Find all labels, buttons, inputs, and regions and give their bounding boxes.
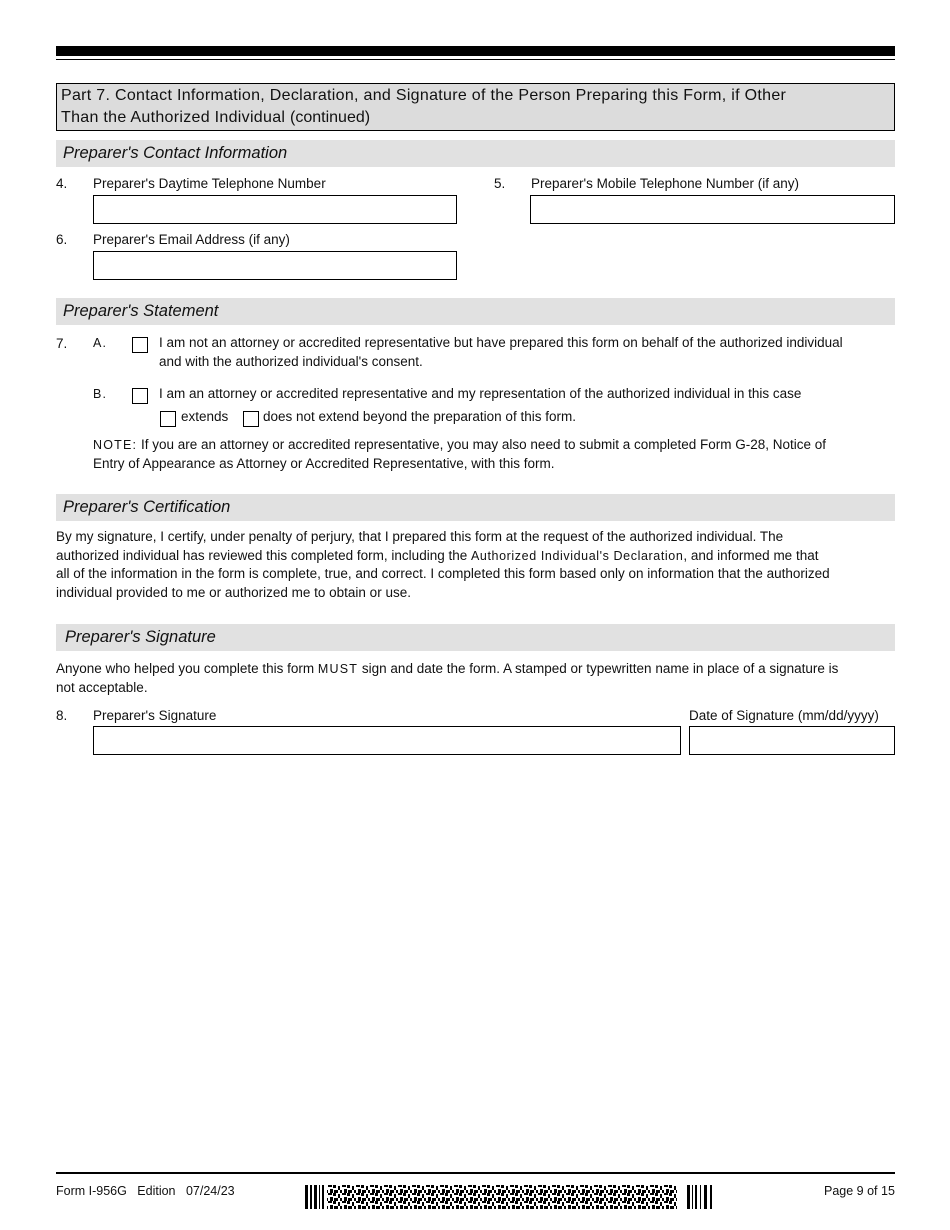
note-line1 [93,436,893,455]
footer-form-info [56,1184,235,1198]
part-title-line2 [61,107,890,129]
q5-number: 5. [494,176,506,191]
statement-heading: Preparer's Statement [56,298,895,325]
declaration-reference: Authorized Individual's Declaration [471,548,684,563]
top-rule-thin [56,59,895,60]
must-emphasis: MUST [317,662,359,676]
page-number: Page 9 of 15 [824,1184,895,1198]
certification-line2 [56,547,895,566]
option-a-line1: I am not an attorney or accredited representative but have prepared this form on behalf of the authorized individual [159,335,843,350]
option-a-letter: A. [93,336,108,350]
signature-intro-post: sign and date the form. A stamped or typewritten name in place of a signature is [361,661,839,676]
does-not-extend-checkbox[interactable] [243,411,259,427]
option-b-line1: I am an attorney or accredited representative and my representation of the authorized individual in this case [159,386,802,401]
signature-date-field[interactable] [689,726,895,755]
part-title-line2-text: Than the Authorized Individual [61,109,286,126]
preparer-signature-field[interactable] [93,726,681,755]
footer-edition-label: Edition [137,1184,176,1198]
note-line2: Entry of Appearance as Attorney or Accredited Representative, with this form. [93,455,555,471]
option-a-line2: and with the authorized individual's consent. [159,353,423,369]
part-7-header [56,83,895,131]
certification-heading: Preparer's Certification [56,494,895,521]
extends-label: extends [181,409,229,424]
signature-intro [56,660,895,697]
footer-rule [56,1172,895,1174]
does-not-extend-label: does not extend beyond the preparation of this form. [263,409,576,424]
barcode-image [305,1185,713,1209]
signature-intro-line2: not acceptable. [56,679,148,695]
certification-line3: all of the information in the form is complete, true, and correct. I completed this form based only on information that the authorized [56,566,830,581]
signature-intro-line1 [56,660,895,679]
mobile-phone-field[interactable] [530,195,895,224]
q8-number: 8. [56,708,68,723]
footer-edition-date: 07/24/23 [185,1184,235,1198]
signature-intro-pre: Anyone who helped you complete this form [56,661,315,676]
option-b-letter: B. [93,387,108,401]
q4-number: 4. [56,176,68,191]
certification-line1: By my signature, I certify, under penalty of perjury, that I prepared this form at the request of the authorized individual. The [56,529,784,544]
daytime-phone-field[interactable] [93,195,457,224]
signature-heading: Preparer's Signature [56,624,895,651]
top-rule-thick [56,46,895,56]
option-a-text [159,334,889,371]
extends-checkbox[interactable] [160,411,176,427]
q6-number: 6. [56,232,68,247]
note-line1-text: If you are an attorney or accredited representative, you may also need to submit a completed Form G-28, Notice of [140,437,827,452]
q7-number: 7. [56,336,68,351]
q4-label: Preparer's Daytime Telephone Number [93,176,326,191]
q5-label: Preparer's Mobile Telephone Number (if any) [531,176,799,191]
certification-line2-pre: authorized individual has reviewed this completed form, including the [56,547,468,563]
certification-text [56,528,895,602]
note-block [93,436,893,473]
part-title-line1: Part 7. Contact Information, Declaration, and Signature of the Person Preparing this Form, if Other [61,87,787,104]
certification-line4: individual provided to me or authorized me to obtain or use. [56,584,411,600]
email-field[interactable] [93,251,457,280]
date-of-signature-label: Date of Signature (mm/dd/yyyy) [689,708,879,723]
option-b-checkbox[interactable] [132,388,148,404]
certification-line2-post: , and informed me that [683,547,819,563]
footer-form-id: Form I-956G [56,1184,127,1198]
note-label: NOTE: [93,438,138,452]
q6-label: Preparer's Email Address (if any) [93,232,290,247]
contact-info-heading: Preparer's Contact Information [56,140,895,167]
part-continued: (continued) [290,109,371,126]
option-a-checkbox[interactable] [132,337,148,353]
q8-label: Preparer's Signature [93,708,217,723]
